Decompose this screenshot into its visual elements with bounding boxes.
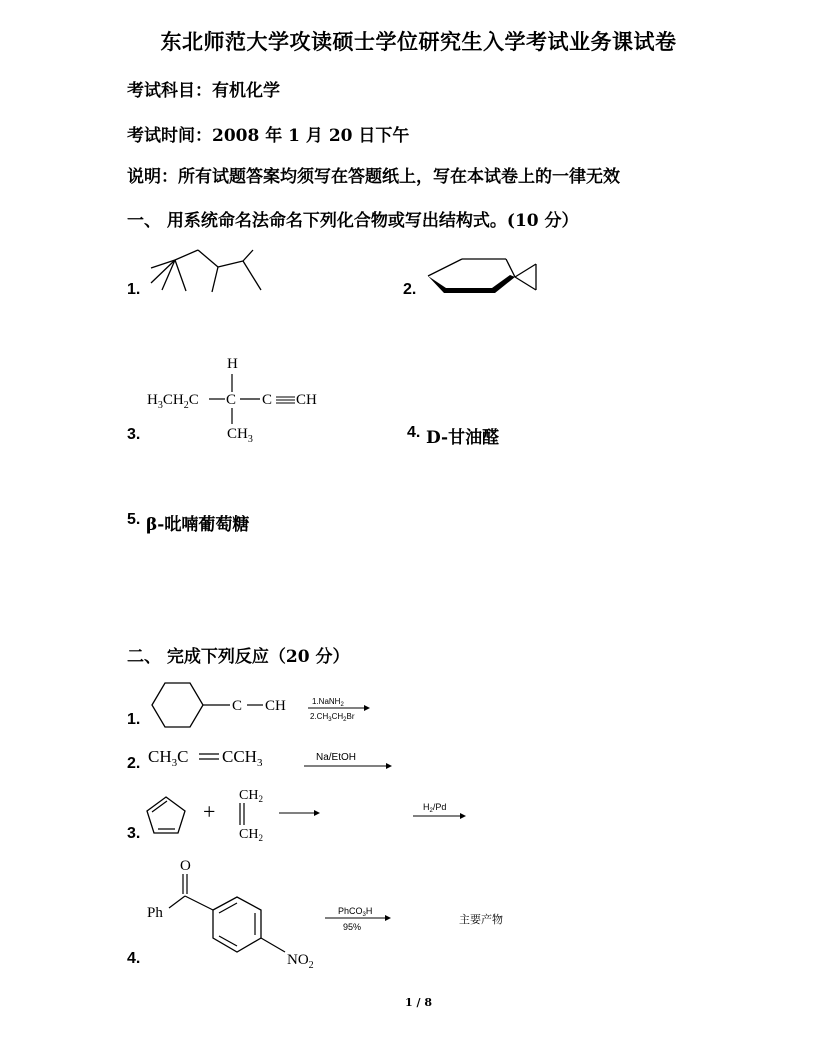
r4-number: 4. — [127, 950, 141, 967]
svg-text:Ph: Ph — [147, 905, 163, 921]
r1-number: 1. — [127, 711, 141, 728]
q4-number: 4. — [407, 424, 421, 441]
q4-name: D-甘油醛 — [426, 428, 500, 448]
q3-center-c: C — [226, 392, 237, 408]
r3-diels-alder — [145, 783, 475, 843]
r2-number: 2. — [127, 755, 141, 772]
page-number: 1 / 8 — [405, 996, 432, 1009]
section1-heading: 一、 用系统命名法命名下列化合物或写出结构式。(10 分） — [127, 211, 579, 231]
r2-butyne — [148, 742, 398, 772]
svg-text:1.NaNH2: 1.NaNH$_2$ — [312, 697, 344, 708]
svg-text:CCH3: $CCH_3$ — [222, 747, 263, 769]
svg-text:CH3C: $CH_3C$ — [148, 747, 189, 769]
svg-text:CH: CH — [265, 698, 286, 714]
svg-text:Na/EtOH: Na/EtOH — [316, 752, 357, 763]
q5-number: 5. — [127, 511, 141, 528]
q5-name: β-吡喃葡萄糖 — [146, 515, 250, 535]
svg-text:主要产物: 主要产物 — [459, 914, 503, 926]
q3-left-group: $H_3CH_2C$ — [147, 392, 199, 411]
svg-text:CH2: $CH_2$ — [239, 788, 263, 804]
svg-text:PhCO3H: PhCO$_3$H — [338, 906, 373, 918]
svg-text:+: + — [203, 799, 216, 824]
svg-text:CH2: $CH_2$ — [239, 827, 263, 843]
svg-text:95%: 95% — [343, 922, 362, 932]
q3-right-ch: CH — [296, 392, 317, 408]
r1-cyclohexyl-alkyne — [150, 678, 390, 738]
exam-note: 说明：所有试题答案均须写在答题纸上，写在本试卷上的一律无效 — [127, 167, 620, 187]
exam-title: 东北师范大学攻读硕士学位研究生入学考试业务课试卷 — [160, 29, 677, 54]
q3-right-c: C — [262, 392, 273, 408]
svg-text:O: O — [180, 858, 191, 874]
q1-number: 1. — [127, 281, 141, 298]
exam-subject: 考试科目：有机化学 — [127, 81, 280, 101]
svg-text:C: C — [232, 698, 243, 714]
q3-h-top: H — [227, 356, 238, 372]
svg-text:2.CH3CH2Br: $2.CH_3CH_2Br$ — [310, 712, 355, 723]
q2-number: 2. — [403, 281, 417, 298]
r3-number: 3. — [127, 825, 141, 842]
q2-spiro-structure — [425, 254, 545, 296]
svg-text:H2/Pd: $H_2/Pd$ — [423, 802, 447, 814]
r4-nitrobenzophenone — [145, 852, 545, 972]
q3-number: 3. — [127, 426, 141, 443]
q3-condensed-structure — [145, 352, 345, 447]
svg-text:NO2: $NO_2$ — [287, 952, 314, 971]
q3-bottom-ch3: $CH_3$ — [227, 426, 253, 445]
section2-heading: 二、 完成下列反应（20 分） — [127, 647, 350, 667]
q1-skeletal-structure — [148, 247, 268, 295]
exam-time: 考试时间：2008 年 1 月 20 日下午 — [127, 126, 410, 146]
